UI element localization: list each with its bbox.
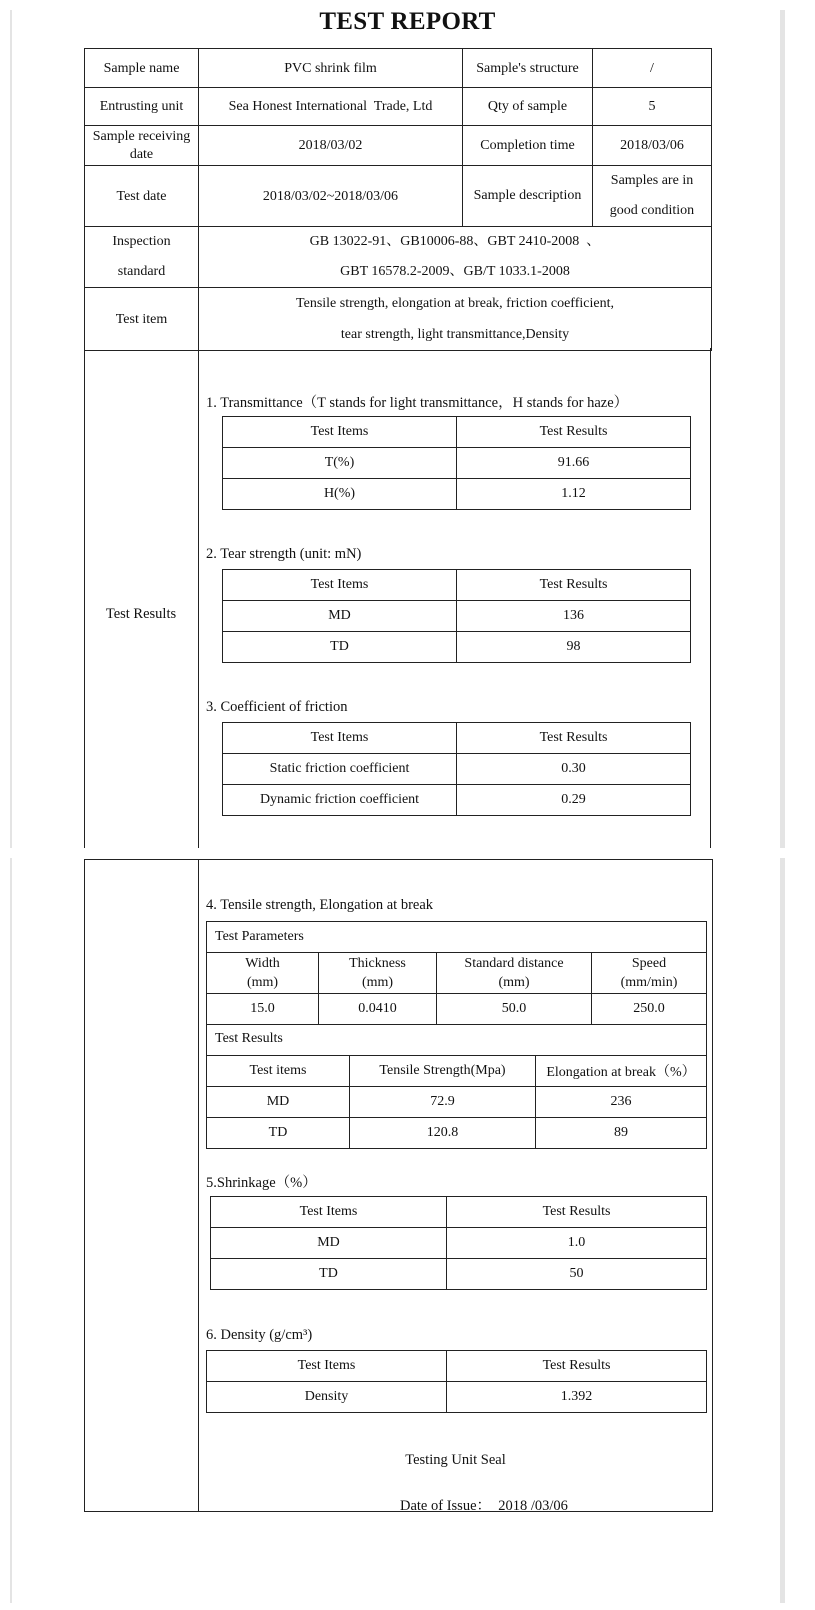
test-date-value: 2018/03/02~2018/03/06: [199, 166, 463, 227]
test-item-line-2: tear strength, light transmittance,Density: [340, 327, 570, 342]
param-value-speed: 250.0: [592, 994, 707, 1025]
testing-unit-seal: Testing Unit Seal: [405, 1452, 506, 1468]
table-row-item: Static friction coefficient: [223, 754, 457, 785]
section5-heading: 5.Shrinkage（%）: [206, 1175, 317, 1191]
table-row-result: 91.66: [457, 448, 691, 479]
table-row-item: T(%): [223, 448, 457, 479]
col-header-items: Test Items: [223, 723, 457, 754]
table-row-result: 50: [447, 1259, 707, 1290]
test-item-label: Test item: [85, 288, 199, 351]
section6-heading: 6. Density (g/cm³): [206, 1327, 313, 1343]
qty-label: Qty of sample: [463, 88, 593, 126]
header-info-table: [84, 48, 712, 351]
friction-table: [222, 722, 691, 816]
table-row-item: Dynamic friction coefficient: [223, 785, 457, 816]
table-row-item: TD: [207, 1117, 350, 1148]
inspection-standard-label: Inspection standard: [85, 227, 199, 288]
table-row-result: 0.29: [457, 785, 691, 816]
transmittance-table: [222, 416, 691, 510]
sample-structure-value: /: [593, 49, 712, 88]
param-header-speed: Speed (mm/min): [592, 953, 707, 994]
table-row-item: H(%): [223, 479, 457, 510]
inspection-standard-value: [199, 227, 712, 288]
table-row-result: 136: [457, 601, 691, 632]
table-row-result: 0.30: [457, 754, 691, 785]
table-row-item: MD: [223, 601, 457, 632]
page-edge-left-bottom: [10, 858, 12, 1603]
test-results-divider-page1: [198, 348, 199, 848]
section4-heading: 4. Tensile strength, Elongation at break: [206, 897, 434, 913]
entrusting-unit-value: Sea Honest International Trade, Ltd: [199, 88, 463, 126]
sample-description-value: Samples are in good condition: [593, 166, 712, 227]
shrinkage-table: [210, 1196, 707, 1290]
param-value-width: 15.0: [207, 994, 319, 1025]
test-item-value: [199, 288, 712, 351]
sample-structure-label: Sample's structure: [463, 49, 593, 88]
table-row-elongation: 89: [536, 1117, 707, 1148]
section3-heading: 3. Coefficient of friction: [206, 699, 348, 715]
report-title: TEST REPORT: [319, 8, 496, 35]
col-header-items: Test Items: [223, 417, 457, 448]
sample-description-label: Sample description: [463, 166, 593, 227]
table-row-result: 1.392: [447, 1382, 707, 1413]
col-header-items: Test Items: [207, 1351, 447, 1382]
receiving-date-label: Sample receiving date: [85, 126, 199, 166]
table-row-item: Density: [207, 1382, 447, 1413]
completion-time-label: Completion time: [463, 126, 593, 166]
col-header-items: Test Items: [211, 1197, 447, 1228]
table-row-result: 98: [457, 632, 691, 663]
table-row-result: 1.12: [457, 479, 691, 510]
section2-heading: 2. Tear strength (unit: mN): [206, 546, 362, 562]
test-date-label: Test date: [85, 166, 199, 227]
col-header-results: Test Results: [447, 1197, 707, 1228]
section1-heading: 1. Transmittance（T stands for light transmittance，H stands for haze）: [206, 395, 629, 411]
receiving-date-value: 2018/03/02: [199, 126, 463, 166]
completion-time-value: 2018/03/06: [593, 126, 712, 166]
param-value-thickness: 0.0410: [319, 994, 437, 1025]
col-header-items: Test Items: [223, 570, 457, 601]
qty-value: 5: [593, 88, 712, 126]
sample-name-value: PVC shrink film: [199, 49, 463, 88]
param-value-standard-distance: 50.0: [437, 994, 592, 1025]
date-of-issue: Date of Issue： 2018 /03/06: [400, 1498, 568, 1514]
entrusting-unit-label: Entrusting unit: [85, 88, 199, 126]
param-header-thickness: Thickness (mm): [319, 953, 437, 994]
tensile-params-table: [206, 921, 707, 1025]
col-header-results: Test Results: [457, 723, 691, 754]
table-row-result: 1.0: [447, 1228, 707, 1259]
tensile-results-table: [206, 1024, 707, 1149]
page-edge-right-bottom: [780, 858, 785, 1603]
table-row-item: MD: [211, 1228, 447, 1259]
col-header-results: Test Results: [457, 417, 691, 448]
test-results-label: Test Results: [105, 606, 177, 622]
density-table: [206, 1350, 707, 1413]
test-results-sublabel: Test Results: [207, 1024, 707, 1055]
result-header-elongation: Elongation at break（%）: [536, 1055, 707, 1086]
inspection-standard-line-2: GBT 16578.2-2009、GB/T 1033.1-2008: [340, 264, 570, 279]
result-header-items: Test items: [207, 1055, 350, 1086]
test-parameters-label: Test Parameters: [207, 922, 707, 953]
table-row-item: TD: [211, 1259, 447, 1290]
table-row-strength: 72.9: [350, 1086, 536, 1117]
col-header-results: Test Results: [447, 1351, 707, 1382]
test-item-line-1: Tensile strength, elongation at break, friction coefficient,: [296, 296, 614, 311]
page-edge-left-top: [10, 10, 12, 848]
table-row-strength: 120.8: [350, 1117, 536, 1148]
table-row-item: MD: [207, 1086, 350, 1117]
param-header-width: Width (mm): [207, 953, 319, 994]
result-header-strength: Tensile Strength(Mpa): [350, 1055, 536, 1086]
col-header-results: Test Results: [457, 570, 691, 601]
param-header-standard-distance: Standard distance (mm): [437, 953, 592, 994]
test-results-divider-page2: [198, 859, 199, 1512]
table-row-item: TD: [223, 632, 457, 663]
table-row-elongation: 236: [536, 1086, 707, 1117]
sample-name-label: Sample name: [85, 49, 199, 88]
page-edge-right-top: [780, 10, 785, 848]
inspection-standard-line-1: GB 13022-91、GB10006-88、GBT 2410-2008 、: [309, 234, 601, 249]
tear-strength-table: [222, 569, 691, 663]
